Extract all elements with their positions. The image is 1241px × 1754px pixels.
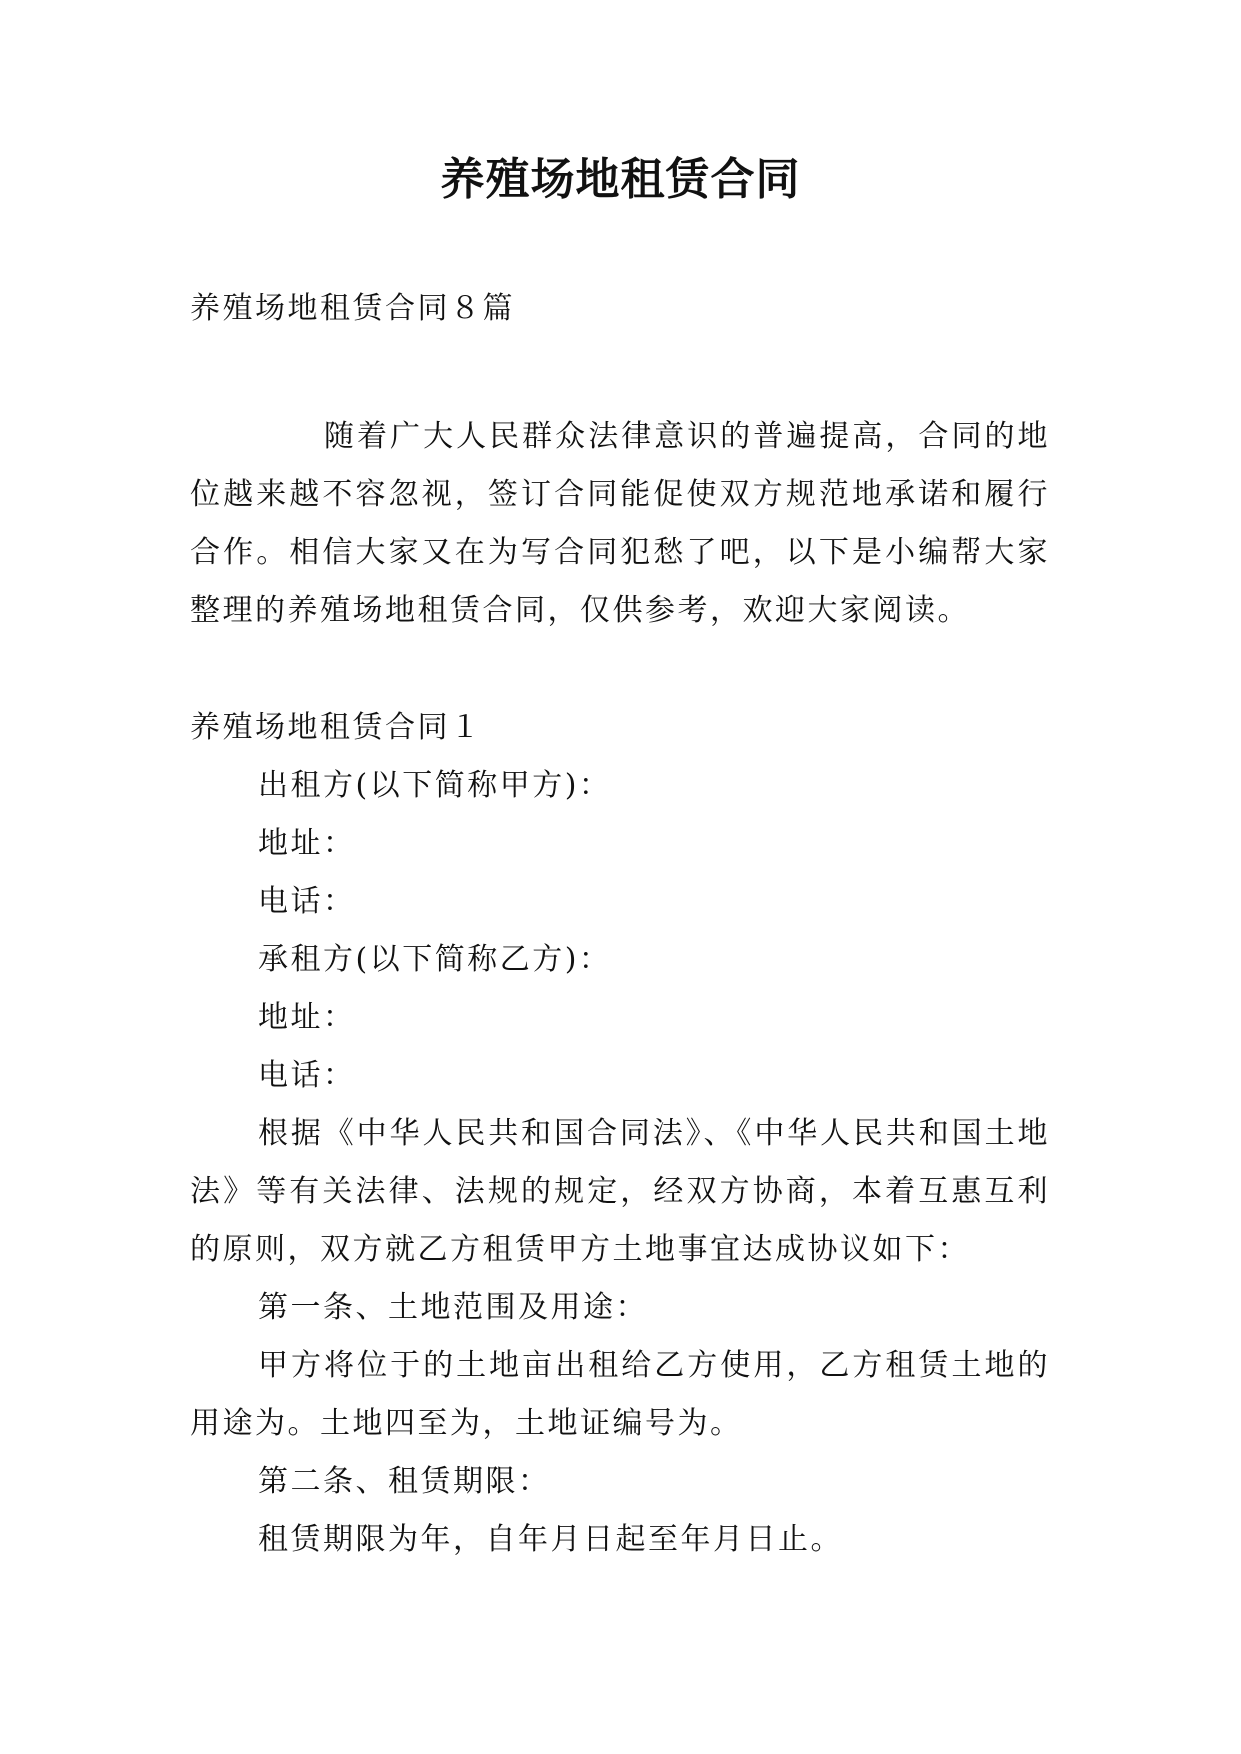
contract-section-1 — [190, 699, 1050, 1569]
lessee-line: 承租方(以下简称乙方)： — [258, 942, 612, 977]
article-2-text: 租赁期限为年，自年月日起至年月日止。 — [258, 1522, 843, 1557]
lessee-address-line: 地址： — [258, 1000, 356, 1035]
lessee-phone-line: 电话： — [258, 1058, 356, 1093]
article-2-heading: 第二条、租赁期限： — [258, 1464, 551, 1499]
preamble-paragraph: 根据《中华人民共和国合同法》、《中华人民共和国土地法》等有关法律、法规的规定，经双方协商，本着互惠互利的原则，双方就乙方租赁甲方土地事宜达成协议如下： — [190, 1116, 1050, 1267]
intro-paragraph: 随着广大人民群众法律意识的普遍提高，合同的地位越来越不容忽视，签订合同能促使双方规范地承诺和履行合作。相信大家又在为写合同犯愁了吧，以下是小编帮大家整理的养殖场地租赁合同，仅供参考，欢迎大家阅读。 — [190, 419, 1050, 628]
document-title: 养殖场地租赁合同 — [440, 154, 801, 205]
article-1-text: 甲方将位于的土地亩出租给乙方使用，乙方租赁土地的用途为。土地四至为，土地证编号为。 — [190, 1348, 1050, 1441]
lessor-line: 出租方(以下简称甲方)： — [258, 768, 612, 803]
lessor-phone-line: 电话： — [258, 884, 356, 919]
article-1-heading: 第一条、土地范围及用途： — [258, 1290, 648, 1325]
document-subtitle: 养殖场地租赁合同８篇 — [190, 291, 515, 326]
lessor-address-line: 地址： — [258, 826, 356, 861]
section-heading: 养殖场地租赁合同１ — [190, 710, 483, 745]
